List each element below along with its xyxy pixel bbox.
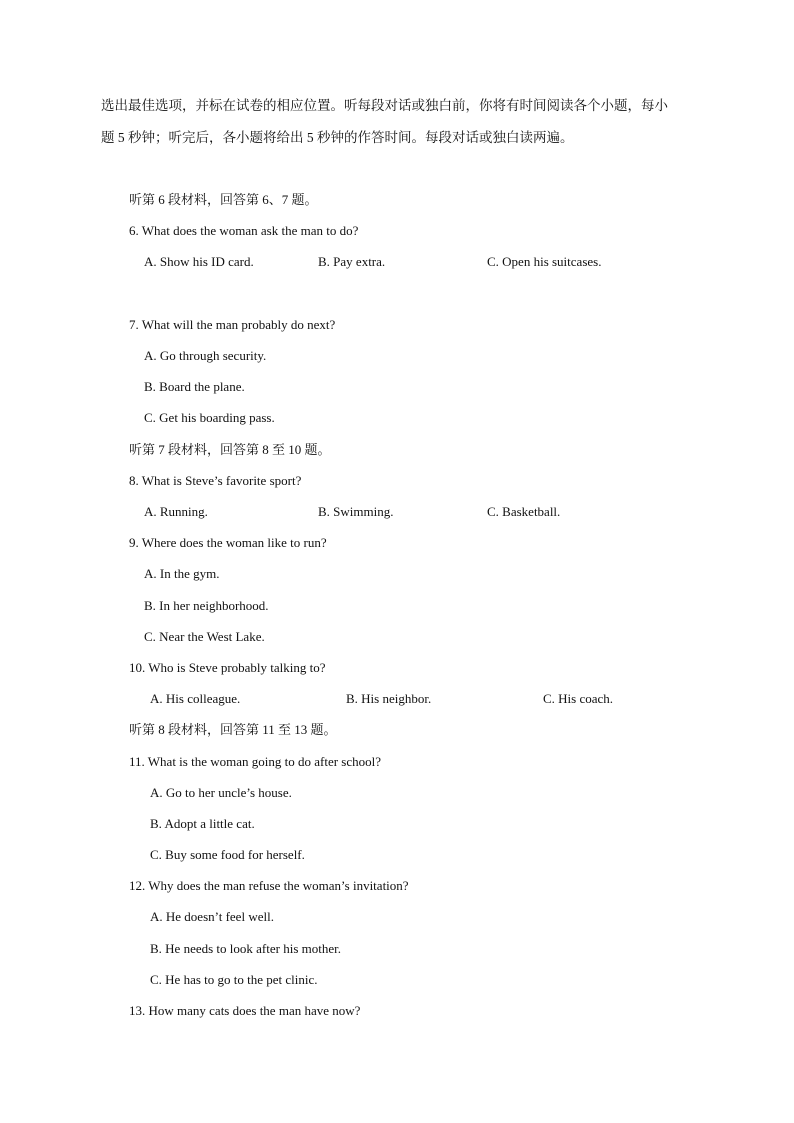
option-c[interactable]: C. He has to go to the pet clinic. (150, 972, 318, 987)
option-b[interactable]: B. Board the plane. (144, 379, 245, 394)
option-a[interactable]: A. He doesn’t feel well. (150, 909, 274, 924)
question-stem: 12. Why does the man refuse the woman’s invitation? (129, 878, 409, 893)
option-b[interactable]: B. In her neighborhood. (144, 598, 269, 613)
option-a[interactable]: A. Go to her uncle’s house. (150, 785, 292, 800)
option-c[interactable]: C. Get his boarding pass. (144, 410, 275, 425)
section-heading: 听第 7 段材料，回答第 8 至 10 题。 (129, 442, 331, 457)
section-heading: 听第 6 段材料，回答第 6、7 题。 (129, 192, 318, 207)
question-stem: 11. What is the woman going to do after school? (129, 754, 382, 769)
question-stem: 8. What is Steve’s favorite sport? (129, 473, 302, 488)
option-a[interactable]: A. In the gym. (144, 566, 220, 581)
option-b[interactable]: B. His neighbor. (346, 691, 432, 706)
question-stem: 13. How many cats does the man have now? (129, 1003, 361, 1018)
option-a[interactable]: A. His colleague. (150, 691, 241, 706)
option-c[interactable]: C. His coach. (543, 691, 614, 706)
option-c[interactable]: C. Buy some food for herself. (150, 847, 305, 862)
question-stem: 10. Who is Steve probably talking to? (129, 660, 326, 675)
option-c[interactable]: C. Near the West Lake. (144, 629, 265, 644)
question-stem: 7. What will the man probably do next? (129, 317, 336, 332)
question-stem: 9. Where does the woman like to run? (129, 535, 327, 550)
intro-line-1: 选出最佳选项，并标在试卷的相应位置。听每段对话或独白前，你将有时间阅读各个小题，每小 (101, 98, 668, 113)
option-b[interactable]: B. He needs to look after his mother. (150, 941, 341, 956)
option-a[interactable]: A. Show his ID card. (144, 254, 254, 269)
section-heading: 听第 8 段材料，回答第 11 至 13 题。 (129, 722, 337, 737)
option-c[interactable]: C. Basketball. (487, 504, 561, 519)
option-a[interactable]: A. Go through security. (144, 348, 267, 363)
option-b[interactable]: B. Pay extra. (318, 254, 386, 269)
intro-line-2: 题 5 秒钟；听完后，各小题将给出 5 秒钟的作答时间。每段对话或独白读两遍。 (101, 130, 574, 145)
option-b[interactable]: B. Adopt a little cat. (150, 816, 255, 831)
option-c[interactable]: C. Open his suitcases. (487, 254, 602, 269)
question-stem: 6. What does the woman ask the man to do? (129, 223, 359, 238)
option-a[interactable]: A. Running. (144, 504, 208, 519)
option-b[interactable]: B. Swimming. (318, 504, 394, 519)
